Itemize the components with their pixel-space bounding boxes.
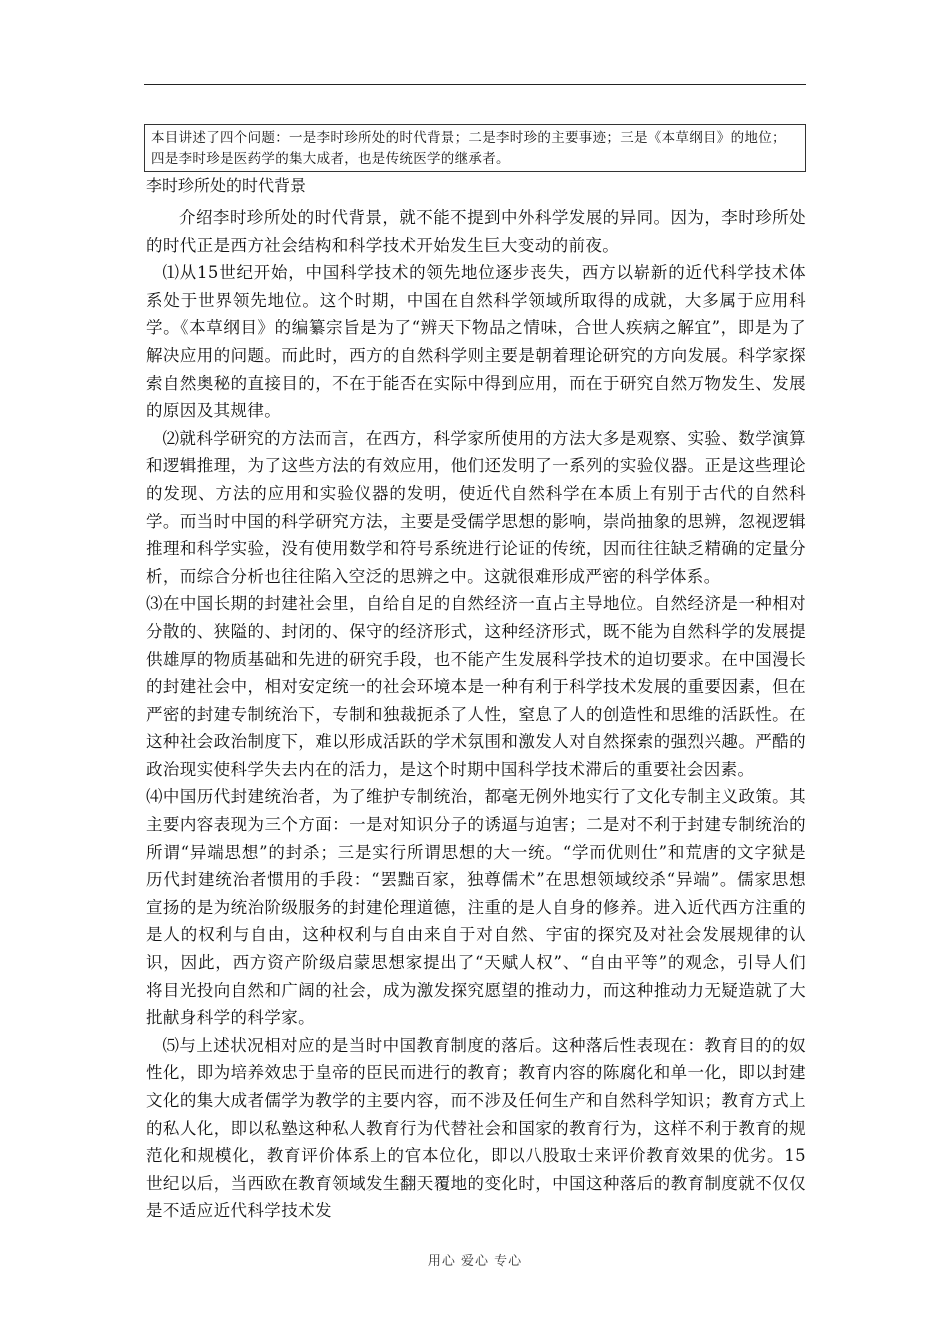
- header-rule: [144, 84, 806, 85]
- paragraph-point-2: ⑵就科学研究的方法而言，在西方，科学家所使用的方法大多是观察、实验、数学演算和逻辑推理，为了这些方法的有效应用，他们还发明了一系列的实验仪器。正是这些理论的发现、方法的应用和实验仪器的发明，使近代自然科学在本质上有别于古代的自然科学。而当时中国的科学研究方法，主要是受儒学思想的影响，崇尚抽象的思辨，忽视逻辑推理和科学实验，没有使用数学和符号系统进行论证的传统，因而往往缺乏精确的定量分析，而综合分析也往往陷入空泛的思辨之中。这就很难形成严密的科学体系。: [146, 428, 806, 586]
- paragraph-intro: 介绍李时珍所处的时代背景，就不能不提到中外科学发展的异同。因为，李时珍所处的时代正是西方社会结构和科学技术开始发生巨大变动的前夜。: [146, 208, 806, 255]
- page-footer: 用心 爱心 专心: [427, 1254, 523, 1269]
- main-text: [146, 204, 806, 1225]
- paragraph-point-3: ⑶在中国长期的封建社会里，自给自足的自然经济一直占主导地位。自然经济是一种相对分散的、狭隘的、封闭的、保守的经济形式，这种经济形式，既不能为自然科学的发展提供雄厚的物质基础和先进的研究手段，也不能产生发展科学技术的迫切要求。在中国漫长的封建社会中，相对安定统一的社会环境本是一种有利于科学技术发展的重要因素，但在严密的封建专制统治下，专制和独裁扼杀了人性，窒息了人的创造性和思维的活跃性。在这种社会政治制度下，难以形成活跃的学术氛围和激发人对自然探索的强烈兴趣。严酷的政治现实使科学失去内在的活力，是这个时期中国科学技术滞后的重要社会因素。: [146, 594, 806, 779]
- paragraph-point-5: ⑸与上述状况相对应的是当时中国教育制度的落后。这种落后性表现在：教育目的的奴性化，即为培养效忠于皇帝的臣民而进行的教育；教育内容的陈腐化和单一化，即以封建文化的集大成者儒学为教学的主要内容，而不涉及任何生产和自然科学知识；教育方式上的私人化，即以私塾这种私人教育行为代替社会和国家的教育行为，这样不利于教育的规范化和规模化，教育评价体系上的官本位化，即以八股取士来评价教育效果的优劣。15世纪以后，当西欧在教育领域发生翻天覆地的变化时，中国这种落后的教育制度就不仅仅是不适应近代科学技术发: [146, 1035, 806, 1221]
- paragraph-point-1: ⑴从15世纪开始，中国科学技术的领先地位逐步丧失，西方以崭新的近代科学技术体系处于世界领先地位。这个时期，中国在自然科学领域所取得的成就，大多属于应用科学。《本草纲目》的编纂宗旨是为了“辨天下物品之情味，合世人疾病之解宜”，即是为了解决应用的问题。而此时，西方的自然科学则主要是朝着理论研究的方向发展。科学家探索自然奥秘的直接目的，不在于能否在实际中得到应用，而在于研究自然万物发生、发展的原因及其规律。: [146, 263, 806, 421]
- summary-box: 本目讲述了四个问题：一是李时珍所处的时代背景；二是李时珍的主要事迹；三是《本草纲目》的地位；四是李时珍是医药学的集大成者，也是传统医学的继承者。: [144, 124, 806, 172]
- paragraph-point-4: ⑷中国历代封建统治者，为了维护专制统治，都毫无例外地实行了文化专制主义政策。其主要内容表现为三个方面：一是对知识分子的诱逼与迫害；二是对不利于封建专制统治的所谓“异端思想”的封杀；三是实行所谓思想的大一统。“学而优则仕”和荒唐的文字狱是历代封建统治者惯用的手段：“罢黜百家，独尊儒术”在思想领域绞杀“异端”。儒家思想宣扬的是为统治阶级服务的封建伦理道德，注重的是人自身的修养。进入近代西方注重的是人的权利与自由，这种权利与自由来自于对自然、宇宙的探究及对社会发展规律的认识，因此，西方资产阶级启蒙思想家提出了“天赋人权”、“自由平等”的观念，引导人们将目光投向自然和广阔的社会，成为激发探究愿望的推动力，而这种推动力无疑造就了大批献身科学的科学家。: [146, 787, 806, 1028]
- section-title: 李时珍所处的时代背景: [146, 176, 307, 195]
